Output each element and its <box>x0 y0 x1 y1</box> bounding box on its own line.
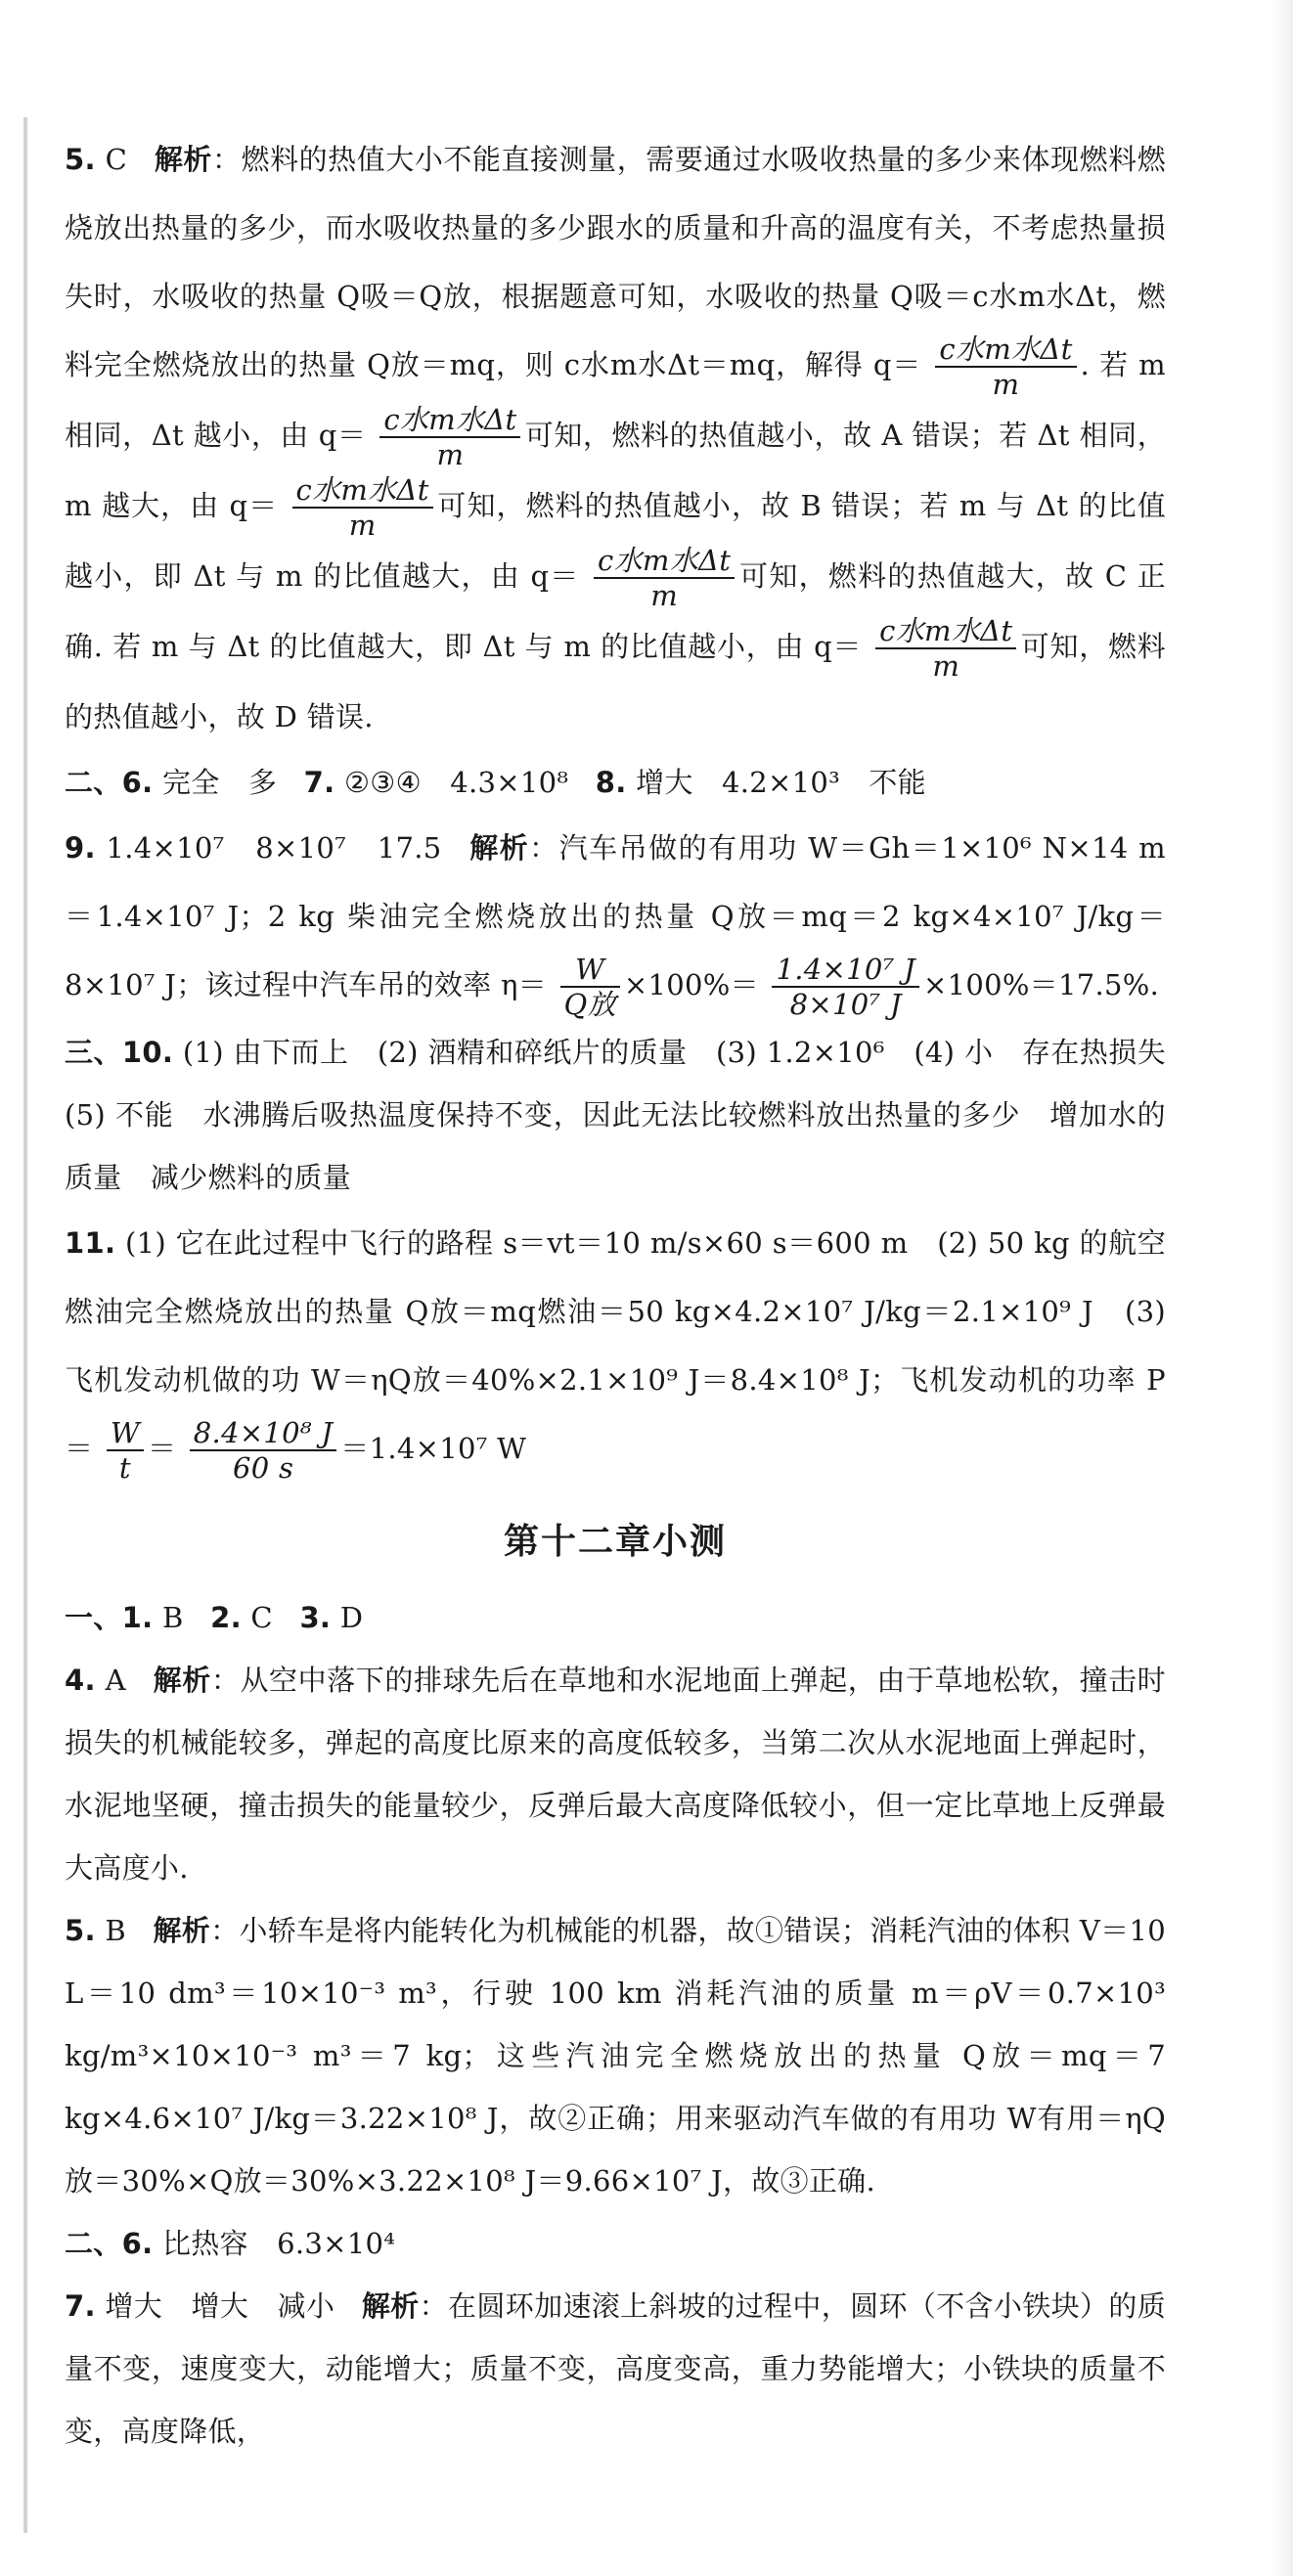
analysis-text: 可知，燃料的热值越小，故 D 错误. <box>65 630 1166 733</box>
question-number: 5. <box>65 143 96 176</box>
question-number: 1. <box>121 1601 154 1634</box>
page-content <box>65 125 1195 2463</box>
analysis-label: 解析 <box>154 143 212 176</box>
answer-q9 <box>65 814 1166 1021</box>
question-number: 4. <box>65 1664 96 1697</box>
analysis-text: ：在圆环加速滚上斜坡的过程中，圆环（不含小铁块）的质量不变，速度变大，动能增大；质量不变，高度变高，重力势能增大；小铁块的质量不变，高度降低， <box>65 2289 1166 2448</box>
question-number: 3. <box>299 1601 332 1634</box>
section-prefix: 二、 <box>65 2227 122 2260</box>
analysis-text: ×100%＝17.5%. <box>922 968 1160 1001</box>
question-number: 5. <box>65 1914 96 1947</box>
analysis-text: ：从空中落下的排球先后在草地和水泥地面上弹起，由于草地松软，撞击时损失的机械能较多，弹起的高度比原来的高度低较多，当第二次从水泥地面上弹起时，水泥地坚硬，撞击损失的能量较少，反弹后最大高度降低较小，但一定比草地上反弹最大高度小. <box>65 1664 1166 1885</box>
answer-text: (1) 它在此过程中飞行的路程 s＝vt＝10 m/s×60 s＝600 m (2) 50 kg 的航空燃油完全燃烧放出的热量 Q放＝mq燃油＝50 kg×4.2×10⁷ J/kg＝2.1×10⁹ J (3) 飞机发动机做的功 W＝ηQ放＝40%×2.1×10⁹ J＝8.4×10⁸ J；飞机发动机的功率 P＝ <box>65 1226 1166 1465</box>
question-number: 9. <box>65 831 96 865</box>
fraction-q: $\frac{\text{c水m水Δt}}{m}$ <box>935 333 1076 401</box>
section-prefix: 二、 <box>65 766 122 799</box>
question-number: 7. <box>303 766 335 799</box>
analysis-label: 解析 <box>469 831 530 865</box>
analysis-text: ×100%＝ <box>623 968 759 1001</box>
question-number: 8. <box>595 766 627 799</box>
answer-q6 <box>65 2212 1166 2275</box>
question-number: 10. <box>121 1036 174 1069</box>
answer-text: 1.4×10⁷ 8×10⁷ 17.5 <box>106 831 442 865</box>
answer-text: 完全 多 <box>161 766 278 799</box>
analysis-text: 可知，燃料的热值越小，故 A 错误；若 Δt 相同，m 越大，由 q＝ <box>65 419 1166 522</box>
choice-answer: D <box>339 1601 364 1634</box>
answer-q7 <box>65 2275 1166 2463</box>
page-edge-shadow <box>1271 0 1293 2576</box>
choice-answer: B <box>105 1914 126 1947</box>
question-number: 6. <box>121 2227 154 2260</box>
fraction-efficiency-values: $\frac{\text{1.4×10⁷ J}}{\text{8×10⁷ J}}$ <box>772 953 919 1021</box>
analysis-text: 可知，燃料的热值越大，故 C 正确. 若 m 与 Δt 的比值越大，即 Δt 与 m 的比值越小，由 q＝ <box>65 559 1166 663</box>
question-number: 6. <box>121 766 154 799</box>
answer-q10 <box>65 1021 1195 1209</box>
question-number: 2. <box>210 1601 242 1634</box>
answer-text: ②③④ 4.3×10⁸ <box>344 766 569 799</box>
fraction-q: $\frac{\text{c水m水Δt}}{m}$ <box>292 473 433 542</box>
choice-answer: C <box>105 143 128 176</box>
analysis-label: 解析 <box>361 2289 420 2323</box>
analysis-text: ：汽车吊做的有用功 W＝Gh＝1×10⁶ N×14 m＝1.4×10⁷ J；2 kg 柴油完全燃烧放出的热量 Q放＝mq＝2 kg×4×10⁷ J/kg＝8×10⁷ J；该过程中汽车吊的效率 η＝ <box>65 831 1166 1001</box>
section-prefix: 三、 <box>65 1036 122 1069</box>
answer-q5 <box>65 1899 1166 2212</box>
answer-q5-prev <box>65 125 1166 751</box>
answer-q11 <box>65 1209 1166 1485</box>
section-prefix: 一、 <box>65 1601 122 1634</box>
analysis-label: 解析 <box>153 1914 211 1947</box>
fraction-q: $\frac{\text{c水m水Δt}}{m}$ <box>379 403 520 471</box>
chapter-heading: 第十二章小测 <box>503 1522 727 1562</box>
answer-text: ＝ <box>147 1432 177 1465</box>
question-number: 11. <box>65 1226 116 1260</box>
answer-section2-q6-8 <box>65 751 1166 814</box>
analysis-label: 解析 <box>153 1664 211 1697</box>
fraction-efficiency: $\frac{W}{\text{Q放}}$ <box>560 953 620 1021</box>
fraction-power: $\frac{W}{t}$ <box>107 1416 144 1485</box>
analysis-text: 可知，燃料的热值越小，故 B 错误；若 m 与 Δt 的比值越小，即 Δt 与 m 的比值越大，由 q＝ <box>65 489 1167 593</box>
answer-text: 增大 增大 减小 <box>105 2289 335 2323</box>
fraction-q: $\frac{\text{c水m水Δt}}{m}$ <box>875 614 1016 683</box>
choice-answer: C <box>250 1601 273 1634</box>
answer-text: ＝1.4×10⁷ W <box>340 1432 527 1465</box>
answer-text: (1) 由下而上 (2) 酒精和碎纸片的质量 (3) 1.2×10⁶ (4) 小 存在热损失 (5) 不能 水沸腾后吸热温度保持不变，因此无法比较燃料放出热量的多少 增加水的质量 减少燃料的质量 <box>65 1036 1195 1194</box>
fraction-power-values: $\frac{\text{8.4×10⁸ J}}{60 s}$ <box>190 1416 337 1485</box>
fraction-q: $\frac{\text{c水m水Δt}}{m}$ <box>594 544 735 612</box>
binding-margin-line <box>23 117 27 2533</box>
analysis-text: ：燃料的热值大小不能直接测量，需要通过水吸收热量的多少来体现燃料燃烧放出热量的多少，而水吸收热量的多少跟水的质量和升高的温度有关，不考虑热量损失时，水吸收的热量 Q吸＝Q放，根据题意可知，水吸收的热量 Q吸＝c水m水Δt，燃料完全燃烧放出的热量 Q放＝mq，则 c水m水Δt＝mq，解得 q＝ <box>65 143 1166 381</box>
answer-text: 比热容 6.3×10⁴ <box>161 2227 396 2260</box>
choice-answer: B <box>161 1601 184 1634</box>
analysis-text: ：小轿车是将内能转化为机械能的机器，故①错误；消耗汽油的体积 V＝10 L＝10 dm³＝10×10⁻³ m³，行驶 100 km 消耗汽油的质量 m＝ρV＝0.7×10³ kg/m³×10×10⁻³ m³＝7 kg；这些汽油完全燃烧放出的热量 Q放＝mq＝7 kg×4.6×10⁷ J/kg＝3.22×10⁸ J，故②正确；用来驱动汽车做的有用功 W有用＝ηQ放＝30%×Q放＝30%×3.22×10⁸ J＝9.66×10⁷ J，故③正确. <box>65 1914 1166 2198</box>
analysis-text: . 若 m 相同，Δt 越小，由 q＝ <box>65 348 1166 452</box>
choice-answer: A <box>105 1664 126 1697</box>
answer-q4 <box>65 1649 1166 1899</box>
answer-text: 增大 4.2×10³ 不能 <box>636 766 926 799</box>
question-number: 7. <box>65 2289 96 2323</box>
answer-section1-q1-3 <box>65 1586 1166 1649</box>
